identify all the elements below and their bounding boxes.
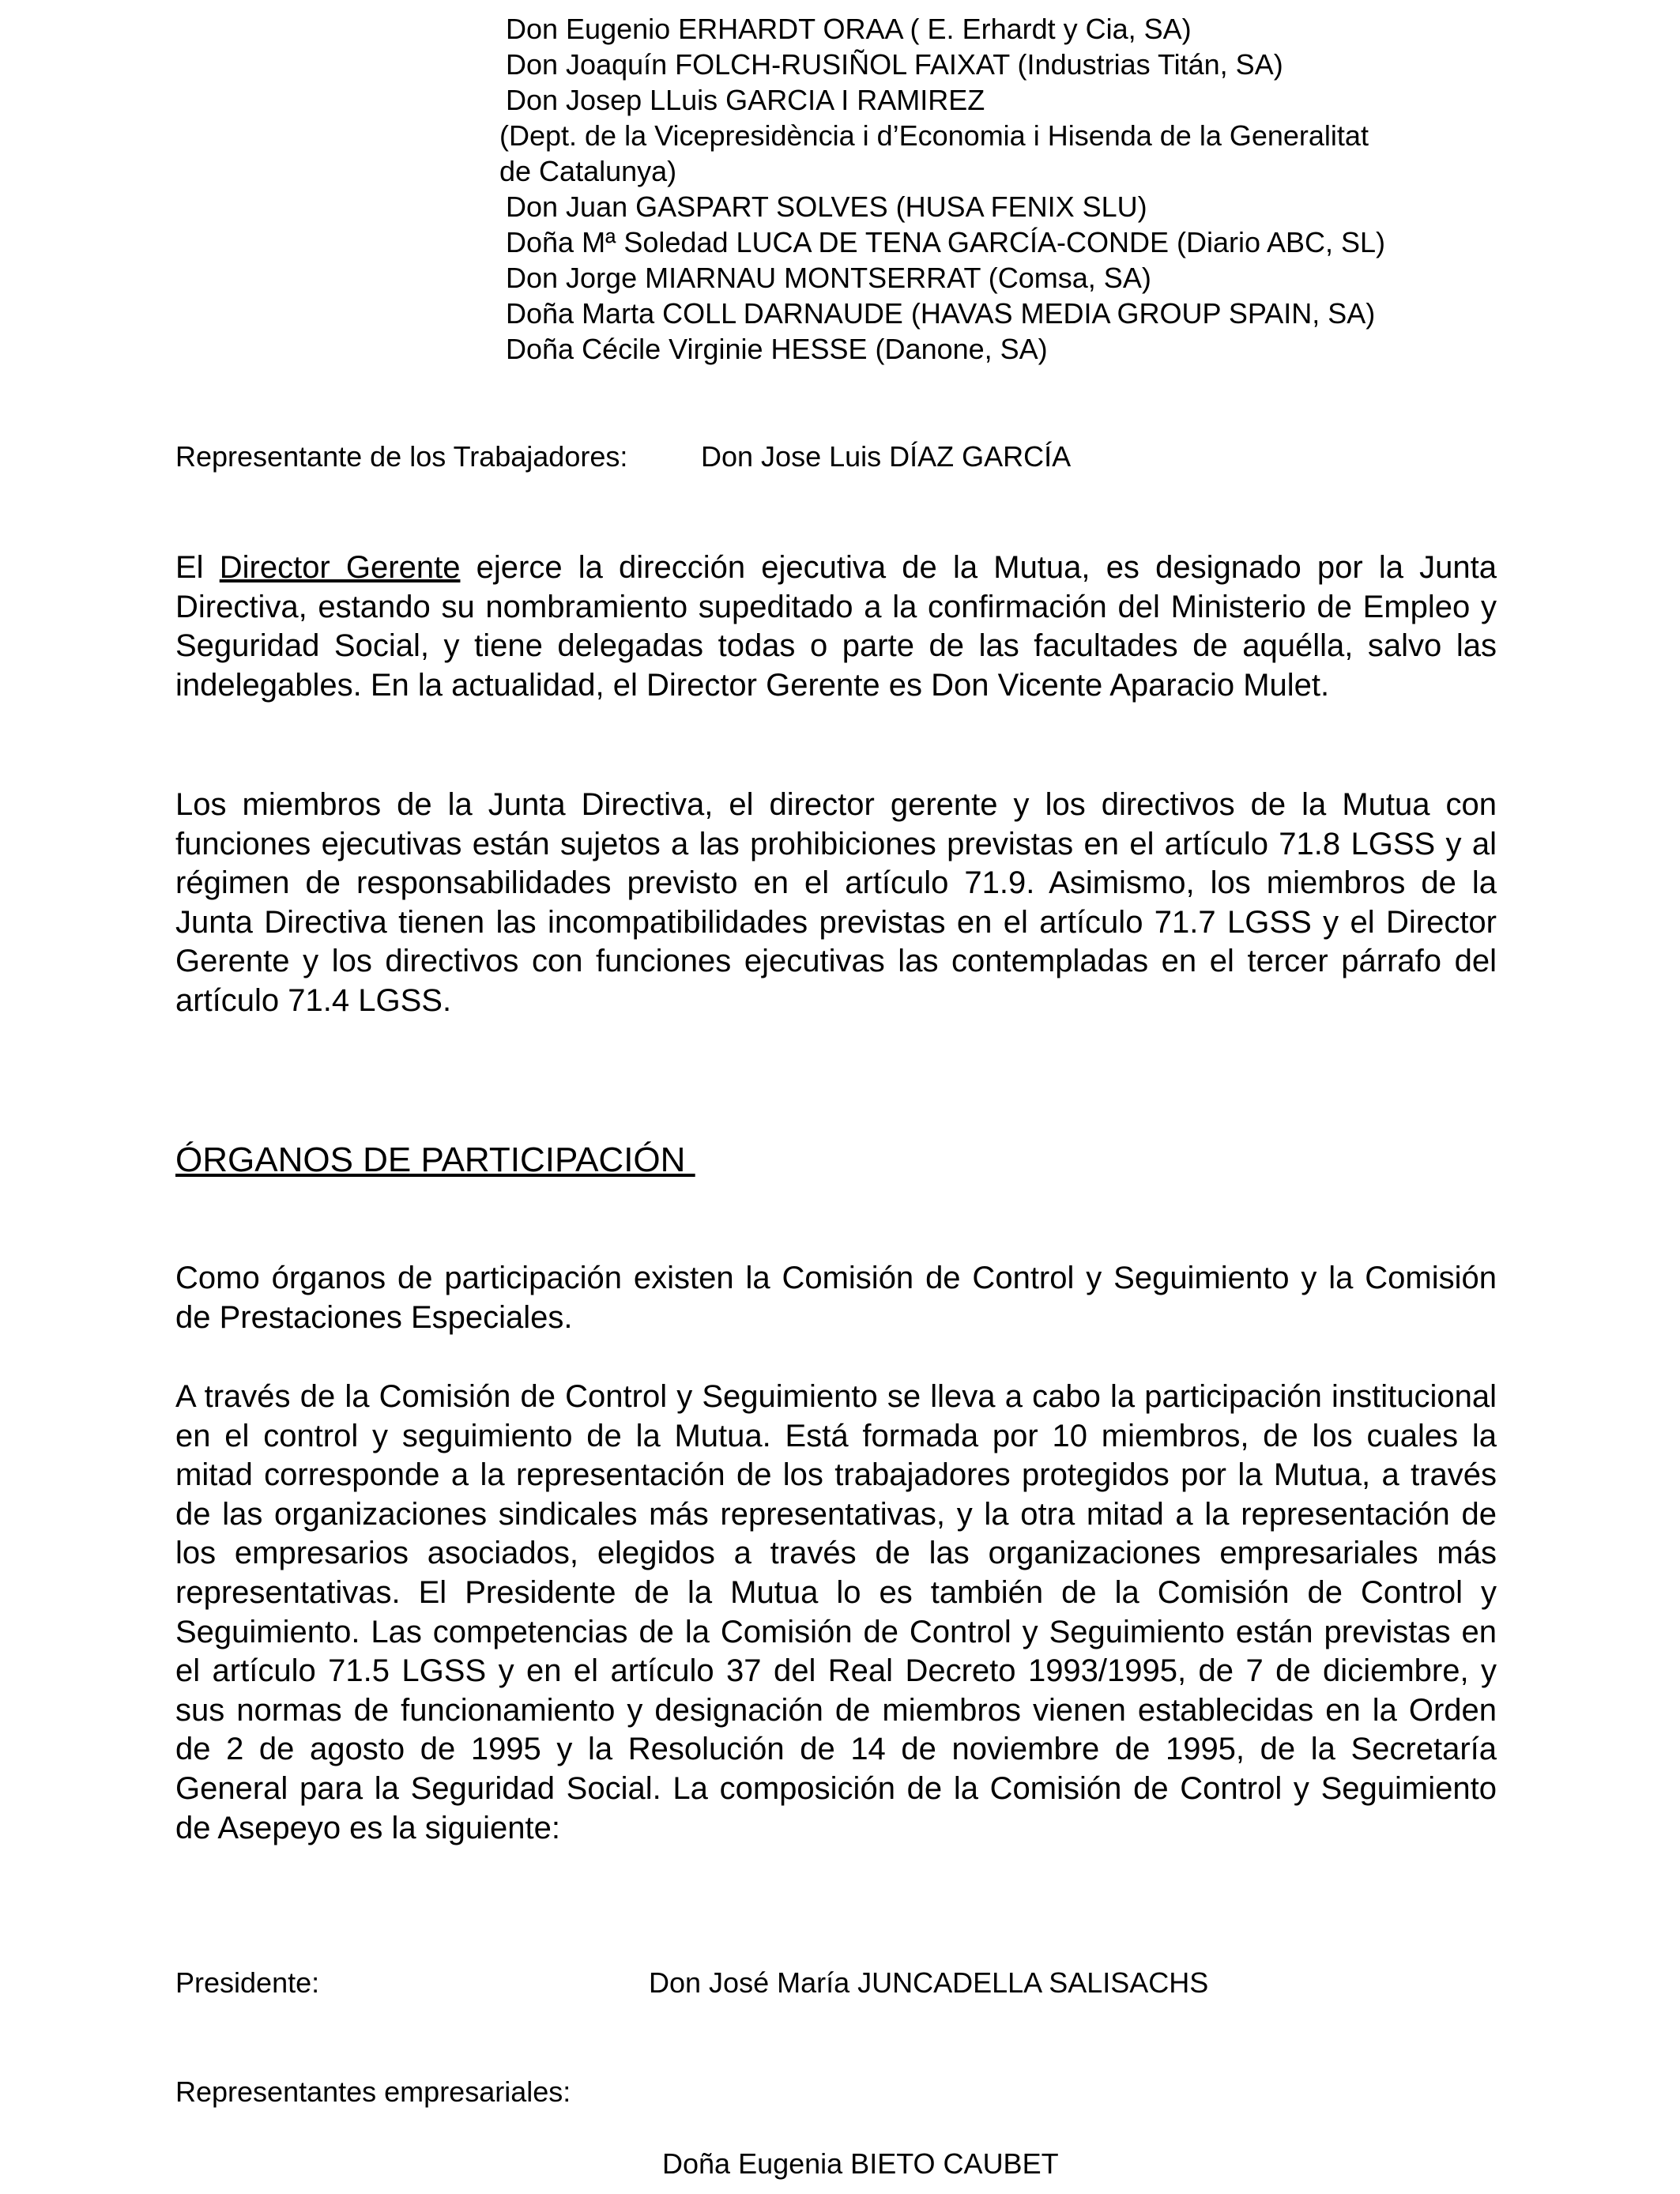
president-row — [175, 1965, 1209, 2000]
workers-representative — [175, 439, 1072, 474]
board-member: Doña Mª Soledad LUCA DE TENA GARCÍA-CONDE (Diario ABC, SL) — [506, 226, 1386, 258]
director-gerente-term: Director Gerente — [219, 550, 461, 585]
members-paragraph: Los miembros de la Junta Directiva, el director gerente y los directivos de la Mutua con funciones ejecutivas están sujetos a las prohibiciones previstas en el artículo 71.8 LGSS y al régimen de responsabilidades previsto en el artículo 71.9. Asimismo, los miembros de la Junta Directiva tienen las incompatibilidades previstas en el artículo 71.7 LGSS y el Director Gerente y los directivos con funciones ejecutivas las contempladas en el tercer párrafo del artículo 71.4 LGSS. — [175, 787, 1497, 1018]
board-member: Don Jorge MIARNAU MONTSERRAT (Comsa, SA) — [506, 262, 1151, 294]
participation-intro-paragraph: Como órganos de participación existen la Comisión de Control y Seguimiento y la Comisión de Prestaciones Especiales. — [175, 1261, 1497, 1335]
president-label: Presidente: — [175, 1966, 320, 1999]
president-name: Don José María JUNCADELLA SALISACHS — [649, 1966, 1209, 1999]
director-paragraph-start: El — [175, 550, 220, 585]
workers-representative-name: Don Jose Luis DÍAZ GARCÍA — [701, 440, 1072, 473]
board-member: Don Eugenio ERHARDT ORAA ( E. Erhardt y Cia, SA) — [506, 13, 1192, 45]
board-member: Don Joaquín FOLCH-RUSIÑOL FAIXAT (Industrias Titán, SA) — [506, 48, 1283, 81]
commission-paragraph: A través de la Comisión de Control y Seguimiento se lleva a cabo la participación institucional en el control y seguimiento de la Mutua. Está formada por 10 miembros, de los cuales la mitad corresponde a la representación de los trabajadores protegidos por la Mutua, a través de las organizaciones sindicales más representativas, y la otra mitad a la representación de los empresarios asociados, elegidos a través de las organizaciones empresariales más representativas. El Presidente de la Mutua lo es también de la Comisión de Control y Seguimiento. Las competencias de la Comisión de Control y Seguimiento están previstas en el artículo 71.5 LGSS y en el artículo 37 del Real Decreto 1993/1995, de 7 de diciembre, y sus normas de funcionamiento y designación de miembros vienen establecidas en la Orden de 2 de agosto de 1995 y la Resolución de 14 de noviembre de 1995, de la Secretaría General para la Seguridad Social. La composición de la Comisión de Control y Seguimiento de Asepeyo es la siguiente: — [175, 1379, 1497, 1845]
board-member: Doña Marta COLL DARNAUDE (HAVAS MEDIA GROUP SPAIN, SA) — [506, 297, 1376, 330]
section-title: ÓRGANOS DE PARTICIPACIÓN — [175, 1140, 695, 1179]
workers-representative-label: Representante de los Trabajadores: — [175, 440, 628, 473]
business-representatives-label: Representantes empresariales: — [175, 2075, 571, 2108]
director-paragraph — [175, 548, 1497, 705]
board-members-list — [499, 11, 1533, 367]
board-member: Don Juan GASPART SOLVES (HUSA FENIX SLU) — [506, 190, 1147, 223]
board-member: Don Josep LLuis GARCIA I RAMIREZ — [506, 84, 985, 116]
board-member-affiliation: (Dept. de la Vicepresidència i d’Economia i Hisenda de la Generalitat — [499, 119, 1369, 152]
board-member: Doña Cécile Virginie HESSE (Danone, SA) — [506, 333, 1048, 365]
board-member-affiliation: de Catalunya) — [499, 155, 677, 187]
business-representative-name: Doña Eugenia BIETO CAUBET — [662, 2147, 1059, 2180]
director-paragraph-rest: ejerce la dirección ejecutiva de la Mutua, es designado por la Junta Directiva, estando su nombramiento supeditado a la confirmación del Ministerio de Empleo y Seguridad Social, y tiene delegadas todas o parte de las facultades de aquélla, salvo las indelegables. En la actualidad, el Director Gerente es Don Vicente Aparacio Mulet. — [175, 550, 1497, 703]
